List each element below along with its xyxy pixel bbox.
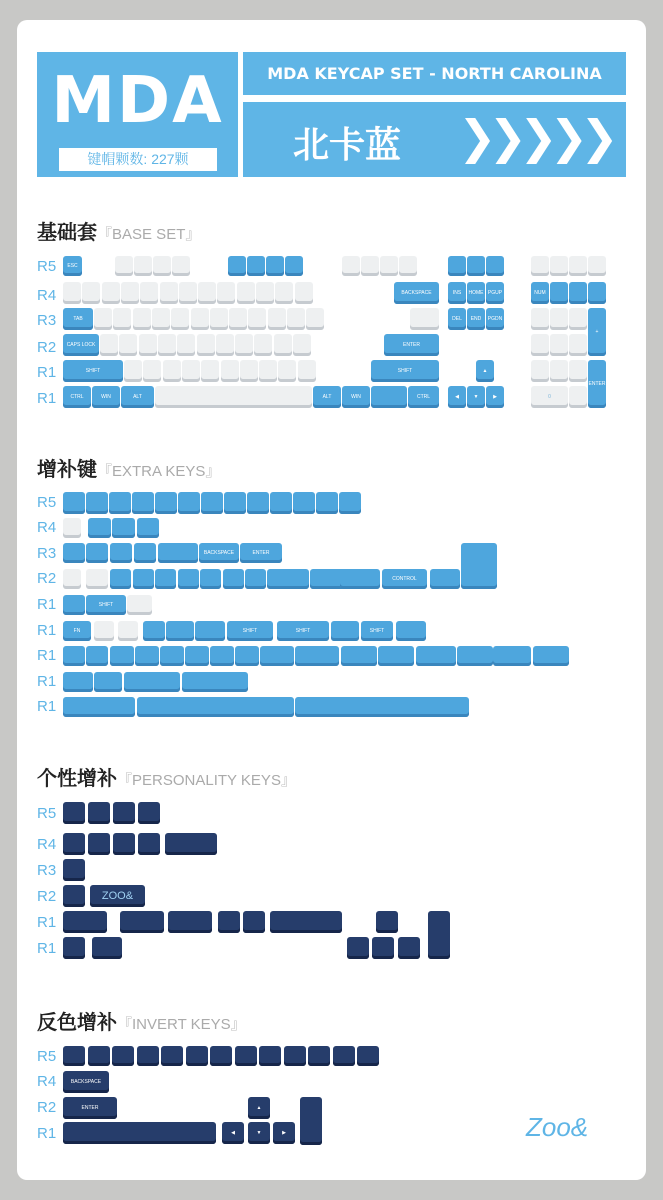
keycap [416, 646, 456, 666]
keycap [331, 621, 359, 641]
keycap [295, 282, 313, 304]
keycap [550, 334, 568, 356]
keycap [88, 802, 110, 824]
keycap [340, 569, 380, 589]
keycap [399, 256, 417, 276]
keycap [398, 937, 420, 959]
keycap [550, 360, 568, 382]
keycap [88, 518, 111, 538]
keycap [63, 1046, 85, 1066]
keycap [118, 621, 138, 641]
keycap [137, 518, 159, 538]
row-label: R4 [37, 519, 57, 536]
keycap [278, 360, 296, 382]
keycap [133, 569, 154, 589]
keycap [63, 802, 85, 824]
keycap [461, 543, 497, 589]
row-label: R5 [37, 494, 57, 511]
keycap [228, 256, 246, 276]
keycap [378, 646, 414, 666]
keycap [177, 334, 195, 356]
keycap: ALT [121, 386, 154, 408]
row-label: R4 [37, 836, 57, 853]
keycap: ALT [313, 386, 341, 408]
keycap [63, 937, 85, 959]
keycap [275, 282, 293, 304]
keycap [221, 360, 239, 382]
keycap: ▼ [467, 386, 485, 408]
keycap [284, 1046, 306, 1066]
keycap [237, 282, 255, 304]
keycap [235, 1046, 257, 1066]
keycap [133, 308, 151, 330]
keycap: SHIFT [63, 360, 123, 382]
keycap: WIN [92, 386, 120, 408]
keycap [245, 569, 266, 589]
keycap [166, 621, 194, 641]
keycap [186, 1046, 208, 1066]
keycap [295, 646, 339, 666]
keycap [533, 646, 569, 666]
keycap [139, 334, 157, 356]
keycap [152, 308, 170, 330]
row-label: R1 [37, 914, 57, 931]
keycap [531, 308, 549, 330]
keycap [240, 360, 258, 382]
row-label: R3 [37, 312, 57, 329]
keycap: ◀ [222, 1122, 244, 1144]
keycap [569, 256, 587, 276]
keycap: ENTER [63, 1097, 117, 1119]
keycap [82, 282, 100, 304]
keycap: ▶ [486, 386, 504, 408]
keycap [341, 646, 377, 666]
keycap: ▼ [248, 1122, 270, 1144]
keycap [137, 697, 294, 717]
row-label: R3 [37, 545, 57, 562]
keycap [63, 1122, 216, 1144]
keycap [293, 334, 311, 356]
keycap [113, 802, 135, 824]
keycap [137, 1046, 159, 1066]
keycap: ▶ [273, 1122, 295, 1144]
keycap [110, 569, 131, 589]
keycap [218, 911, 240, 933]
row-label: R5 [37, 1048, 57, 1065]
keycap [110, 646, 134, 666]
keycap [306, 308, 324, 330]
keycap [298, 360, 316, 382]
keycap [88, 1046, 110, 1066]
colorway-name: 北卡蓝 [293, 124, 402, 165]
keycap [224, 492, 246, 514]
keycap [109, 492, 131, 514]
row-label: R5 [37, 805, 57, 822]
row-label: R1 [37, 940, 57, 957]
keycap [550, 282, 568, 304]
keycap [200, 569, 221, 589]
keycap [198, 282, 216, 304]
keycap [493, 646, 531, 666]
keycap [155, 492, 177, 514]
keycap [217, 282, 235, 304]
keycap: SHIFT [371, 360, 439, 382]
keycap [248, 308, 266, 330]
profile-title: MDA [51, 64, 224, 138]
keycap [88, 833, 110, 855]
keycap [155, 386, 312, 408]
keycap [120, 911, 164, 933]
keycap [140, 282, 158, 304]
keycap [256, 282, 274, 304]
keycap: BACKSPACE [199, 543, 239, 563]
keycap [270, 492, 292, 514]
keycap [357, 1046, 379, 1066]
keycap [260, 646, 294, 666]
keycap [550, 308, 568, 330]
keycap [134, 256, 152, 276]
keycap: BACKSPACE [394, 282, 439, 304]
keycap [569, 386, 587, 408]
keycap: 0 [531, 386, 568, 408]
keycap [135, 646, 159, 666]
keycap: ENTER [588, 360, 606, 408]
keycap: ▲ [476, 360, 494, 382]
keycap [102, 282, 120, 304]
keycap: SHIFT [86, 595, 126, 615]
keycap [143, 360, 161, 382]
keycap [396, 621, 426, 641]
keycap [285, 256, 303, 276]
keycap [182, 672, 248, 692]
keycap [112, 1046, 134, 1066]
keycap [63, 833, 85, 855]
row-label: R4 [37, 1073, 57, 1090]
row-label: R1 [37, 647, 57, 664]
keycap: BACKSPACE [63, 1071, 109, 1093]
keycap: ENTER [240, 543, 282, 563]
keycap [300, 1097, 322, 1145]
keycap [201, 492, 223, 514]
keycap [127, 595, 152, 615]
keycap [172, 256, 190, 276]
keycap [295, 697, 469, 717]
keycap [124, 672, 180, 692]
keycap [287, 308, 305, 330]
keycap [361, 256, 379, 276]
keycap [197, 334, 215, 356]
keycap [138, 802, 160, 824]
keycap [410, 308, 439, 330]
row-label: R1 [37, 1125, 57, 1142]
keycap [588, 282, 606, 304]
keycap [119, 334, 137, 356]
keycap [235, 646, 259, 666]
keycap: SHIFT [277, 621, 329, 641]
extra-keys-title: 增补键『EXTRA KEYS』 [37, 459, 221, 481]
keycap [339, 492, 361, 514]
keycap [113, 308, 131, 330]
keycap: INS [448, 282, 466, 304]
keycap: ZOO& [90, 885, 145, 907]
keycap [308, 1046, 330, 1066]
keycap [569, 360, 587, 382]
keycap [63, 569, 81, 589]
keycap [274, 334, 292, 356]
key-count: 键帽颗数: 227颗 [59, 148, 217, 171]
keycap [467, 256, 485, 276]
keycap [100, 334, 118, 356]
keycap [380, 256, 398, 276]
row-label: R1 [37, 364, 57, 381]
row-label: R3 [37, 862, 57, 879]
keycap [333, 1046, 355, 1066]
keycap [158, 543, 198, 563]
keycap [160, 282, 178, 304]
keycap: ESC [63, 256, 82, 276]
keycap: CTRL [63, 386, 91, 408]
keycap [259, 1046, 281, 1066]
keycap [550, 256, 568, 276]
keycap [201, 360, 219, 382]
keycap [63, 672, 93, 692]
keycap [268, 308, 286, 330]
keycap [372, 937, 394, 959]
keycap [63, 282, 81, 304]
keycap [235, 334, 253, 356]
personality-keys-title: 个性增补『PERSONALITY KEYS』 [37, 768, 296, 790]
keycap [216, 334, 234, 356]
keycap [342, 256, 360, 276]
keycap [210, 308, 228, 330]
keycap [270, 911, 342, 933]
keycap [531, 360, 549, 382]
keycap [161, 1046, 183, 1066]
keycap [210, 646, 234, 666]
row-label: R2 [37, 339, 57, 356]
keycap: ◀ [448, 386, 466, 408]
row-label: R2 [37, 1099, 57, 1116]
keycap: + [588, 308, 606, 356]
keycap [138, 833, 160, 855]
keycap [347, 937, 369, 959]
keycap [185, 646, 209, 666]
keycap [588, 256, 606, 276]
keycap [132, 492, 154, 514]
keycap [178, 492, 200, 514]
keycap [210, 1046, 232, 1066]
keycap [94, 672, 122, 692]
keycap [134, 543, 156, 563]
keycap [94, 308, 112, 330]
base-set-title: 基础套『BASE SET』 [37, 222, 201, 244]
keycap [247, 492, 269, 514]
keycap [267, 569, 309, 589]
keycap [86, 569, 108, 589]
row-label: R1 [37, 596, 57, 613]
keycap: SHIFT [361, 621, 393, 641]
keycap [63, 492, 85, 514]
keycap: FN [63, 621, 91, 641]
keycap: WIN [342, 386, 370, 408]
keycap [316, 492, 338, 514]
row-label: R1 [37, 622, 57, 639]
keycap: TAB [63, 308, 93, 330]
keycap: CONTROL [382, 569, 427, 589]
keycap [121, 282, 139, 304]
keycap [86, 543, 108, 563]
keycap [115, 256, 133, 276]
row-label: R5 [37, 258, 57, 275]
keycap [430, 569, 460, 589]
keycap: CTRL [408, 386, 439, 408]
keycap [165, 833, 217, 855]
keycap [86, 492, 108, 514]
keycap [153, 256, 171, 276]
keycap [178, 569, 199, 589]
keycap [531, 334, 549, 356]
keycap [259, 360, 277, 382]
keycap [293, 492, 315, 514]
keycap [124, 360, 142, 382]
keycap [110, 543, 132, 563]
keycap [171, 308, 189, 330]
keycap [247, 256, 265, 276]
arrows-icon: ❯❯❯❯❯ [458, 111, 611, 163]
keycap [168, 911, 212, 933]
keycap [163, 360, 181, 382]
row-label: R1 [37, 673, 57, 690]
keycap [371, 386, 407, 408]
keycap [229, 308, 247, 330]
keycap: NUM [531, 282, 549, 304]
keycap [94, 621, 114, 641]
keycap [63, 885, 85, 907]
keycap [531, 256, 549, 276]
keycap [63, 911, 107, 933]
keycap: CAPS LOCK [63, 334, 99, 356]
keycap [195, 621, 225, 641]
keycap [569, 308, 587, 330]
keycap: ENTER [384, 334, 439, 356]
keycap [266, 256, 284, 276]
keycap [179, 282, 197, 304]
keycap [63, 518, 81, 538]
keycap: END [467, 308, 485, 330]
keycap [569, 334, 587, 356]
row-label: R2 [37, 570, 57, 587]
keycap [243, 911, 265, 933]
keycap: PGDN [486, 308, 504, 330]
keycap [448, 256, 466, 276]
keycap [155, 569, 176, 589]
colorway-block [243, 102, 626, 177]
keycap [112, 518, 135, 538]
keycap [569, 282, 587, 304]
keycap [63, 697, 135, 717]
row-label: R4 [37, 287, 57, 304]
keycap [86, 646, 108, 666]
keycap [376, 911, 398, 933]
keycap [113, 833, 135, 855]
keycap: DEL [448, 308, 466, 330]
keycap [143, 621, 165, 641]
keycap [63, 543, 85, 563]
keycap [191, 308, 209, 330]
keycap [63, 646, 85, 666]
zoo-logo: Zoo& [526, 1112, 589, 1142]
keycap: SHIFT [227, 621, 273, 641]
keycap [223, 569, 244, 589]
keycap: ▲ [248, 1097, 270, 1119]
keycap: PGUP [486, 282, 504, 304]
set-subtitle: MDA KEYCAP SET - NORTH CAROLINA [243, 52, 626, 95]
keycap [182, 360, 200, 382]
brand-block [37, 52, 238, 177]
keycap [63, 859, 85, 881]
keycap [160, 646, 184, 666]
keycap: HOME [467, 282, 485, 304]
row-label: R1 [37, 390, 57, 407]
keycap [63, 595, 85, 615]
keycap [428, 911, 450, 959]
keycap [486, 256, 504, 276]
keycap [92, 937, 122, 959]
keycap [158, 334, 176, 356]
row-label: R1 [37, 698, 57, 715]
invert-keys-title: 反色增补『INVERT KEYS』 [37, 1012, 246, 1034]
row-label: R2 [37, 888, 57, 905]
keycap [457, 646, 493, 666]
keycap [254, 334, 272, 356]
